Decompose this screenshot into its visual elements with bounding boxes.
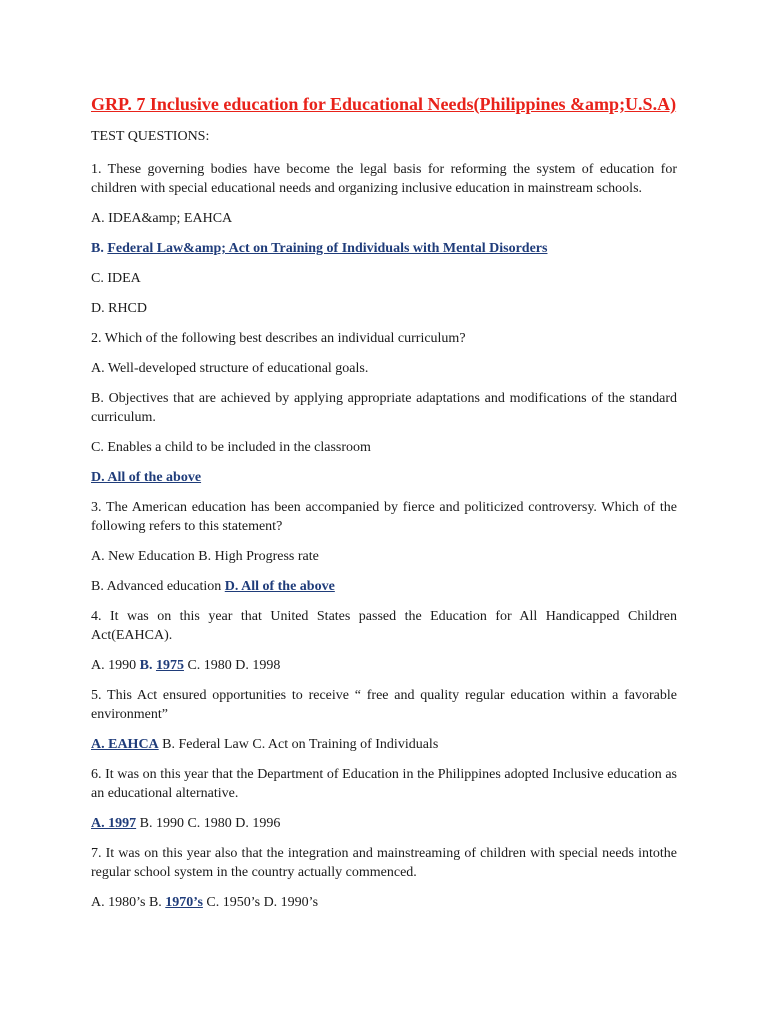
q6-correct-answer: A. 1997 [91, 816, 137, 831]
q4-correct-answer: 1975 [155, 658, 184, 673]
question-7: 7. It was on this year also that the integration and mainstreaming of children with special needs intothe regular school system in the country actually commenced. [91, 846, 677, 880]
q5-options [91, 735, 677, 754]
q1-option-d: D. RHCD [91, 301, 148, 316]
q7-correct-answer: 1970’s [165, 895, 203, 910]
q3-option-b-text: B. Advanced education [91, 579, 222, 594]
q1-correct-answer: Federal Law&amp; Act on Training of Individuals with Mental Disorders [107, 241, 548, 256]
question-6: 6. It was on this year that the Department of Education in the Philippines adopted Inclusive education as an educational alternative. [91, 767, 677, 801]
q2-option-a: A. Well-developed structure of educational goals. [91, 361, 369, 376]
question-3: 3. The American education has been accompanied by fierce and politicized controversy. Which of the following refers to this statement? [91, 500, 677, 534]
q3-options-line-1: A. New Education B. High Progress rate [91, 549, 319, 564]
q4-option-a: A. 1990 [91, 658, 137, 673]
q3-correct-answer: D. All of the above [224, 579, 335, 594]
q6-options [91, 814, 677, 833]
q6-other-options: B. 1990 C. 1980 D. 1996 [139, 816, 281, 831]
document-title: GRP. 7 Inclusive education for Educational Needs(Philippines &amp;U.S.A) [91, 94, 677, 114]
q1-option-b [91, 239, 677, 258]
q4-other-options: C. 1980 D. 1998 [187, 658, 281, 673]
section-label: TEST QUESTIONS: [91, 129, 210, 144]
q1-option-c: C. IDEA [91, 271, 141, 286]
question-2: 2. Which of the following best describes an individual curriculum? [91, 331, 466, 346]
q2-option-c: C. Enables a child to be included in the classroom [91, 440, 371, 455]
question-4: 4. It was on this year that United States passed the Education for All Handicapped Children Act(EAHCA). [91, 609, 677, 643]
q4-option-b-letter: B. [139, 658, 153, 673]
q2-correct-answer: D. All of the above [91, 470, 202, 485]
q2-option-d [91, 468, 677, 487]
q1-option-b-letter: B. [91, 241, 104, 256]
q2-option-b: B. Objectives that are achieved by applying appropriate adaptations and modifications of the standard curriculum. [91, 391, 677, 425]
q5-other-options: B. Federal Law C. Act on Training of Individuals [162, 737, 439, 752]
question-1: 1. These governing bodies have become the legal basis for reforming the system of education for children with special educational needs and organizing inclusive education in mainstream schools. [91, 162, 677, 196]
q7-other-options: C. 1950’s D. 1990’s [206, 895, 319, 910]
q1-option-a: A. IDEA&amp; EAHCA [91, 211, 233, 226]
q4-options [91, 656, 677, 675]
q3-options-line-2 [91, 577, 677, 596]
q5-correct-answer: A. EAHCA [91, 737, 159, 752]
q7-options [91, 893, 677, 912]
question-5: 5. This Act ensured opportunities to receive “ free and quality regular education within a favorable environment” [91, 688, 677, 722]
q7-option-prefix: A. 1980’s B. [91, 895, 162, 910]
